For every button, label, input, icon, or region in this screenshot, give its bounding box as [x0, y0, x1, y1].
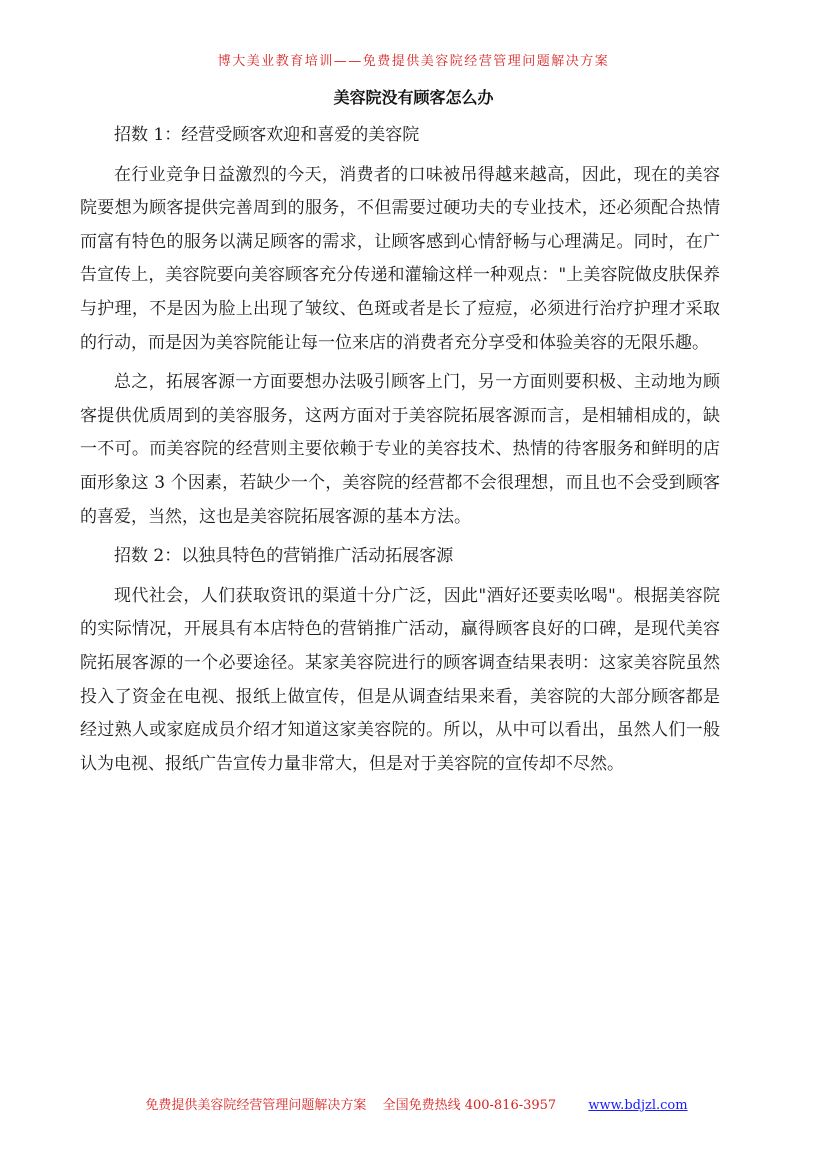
footer-slogan: 免费提供美容院经营管理问题解决方案: [145, 1098, 367, 1113]
page-footer: [0, 1094, 827, 1113]
footer-website-link[interactable]: www.bdjzl.com: [588, 1098, 688, 1113]
section-heading-2: 招数 2：以独具特色的营销推广活动拓展客源: [114, 546, 454, 567]
section-heading-1: 招数 1：经营受顾客欢迎和喜爱的美容院: [114, 125, 420, 145]
body-paragraph: 现代社会，人们获取资讯的渠道十分广泛，因此"酒好还要卖吆喝"。根据美容院的实际情况，开展具有本店特色的营销推广活动，赢得顾客良好的口碑，是现代美容院拓展客源的一个必要途径。某家美容院进行的顾客调查结果表明：这家美容院虽然投入了资金在电视、报纸上做宣传，但是从调查结果来看，美容院的大部分顾客都是经过熟人或家庭成员介绍才知道这家美容院的。所以，从中可以看出，虽然人们一般认为电视、报纸广告宣传力量非常大，但是对于美容院的宣传却不尽然。: [80, 585, 720, 774]
page-header: 博大美业教育培训——免费提供美容院经营管理问题解决方案: [217, 54, 610, 69]
body-paragraph: 在行业竞争日益激烈的今天，消费者的口味被吊得越来越高，因此，现在的美容院要想为顾客提供完善周到的服务，不但需要过硬功夫的专业技术，还必须配合热情而富有特色的服务以满足顾客的需求，让顾客感到心情舒畅与心理满足。同时，在广告宣传上，美容院要向美容顾客充分传递和灌输这样一种观点："上美容院做皮肤保养与护理，不是因为脸上出现了皱纹、色斑或者是长了痘痘，必须进行治疗护理才采取的行动，而是因为美容院能让每一位来店的消费者充分享受和体验美容的无限乐趣。: [80, 164, 720, 353]
document-title: 美容院没有顾客怎么办: [333, 88, 494, 107]
body-paragraph: 总之，拓展客源一方面要想办法吸引顾客上门，另一方面则要积极、主动地为顾客提供优质周到的美容服务，这两方面对于美容院拓展客源而言，是相辅相成的，缺一不可。而美容院的经营则主要依赖于专业的美容技术、热情的待客服务和鲜明的店面形象这 3 个因素，若缺少一个，美容院的经营都不会很理想，而且也不会受到顾客的喜爱，当然，这也是美容院拓展客源的基本方法。: [80, 372, 720, 527]
document-body: [80, 119, 720, 787]
footer-hotline: 全国免费热线 400-816-3957: [382, 1098, 557, 1113]
